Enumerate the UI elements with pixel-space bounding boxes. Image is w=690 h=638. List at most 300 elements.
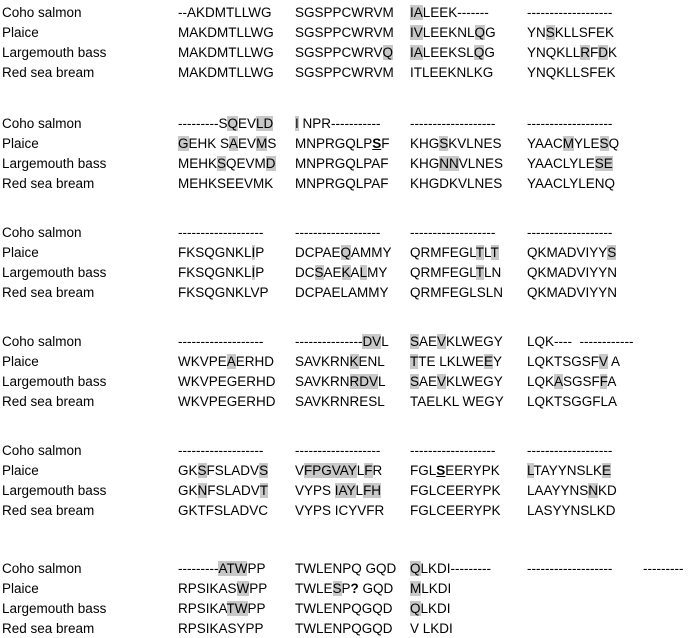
residue-text: LKDI---------	[420, 561, 491, 576]
residue-text: LQKTSGSF	[527, 354, 600, 369]
residue-text: TE LKLWE	[418, 354, 485, 369]
highlighted-residue: I	[251, 245, 256, 260]
sequence-segment	[178, 393, 276, 411]
sequence-segment	[410, 284, 503, 302]
residue-text: DC	[295, 265, 315, 280]
sequence-segment	[295, 620, 393, 638]
residue-text: QRMFEGL	[410, 245, 476, 260]
highlighted-residue: S	[410, 334, 420, 349]
residue-text: TWLENPQ GQD	[295, 561, 397, 576]
residue-text: KLLSFEK	[554, 25, 615, 40]
highlighted-residue: Q	[410, 561, 421, 576]
sequence-segment	[410, 600, 451, 618]
sequence-segment	[295, 244, 392, 262]
species-label: Coho salmon	[2, 443, 82, 458]
sequence-segment	[295, 155, 389, 173]
residue-text: -------------------	[527, 225, 613, 240]
residue-text: MEHK	[178, 156, 218, 171]
sequence-segment	[527, 373, 616, 391]
sequence-segment	[527, 24, 614, 42]
residue-text: VYPS	[295, 483, 335, 498]
sequence-segment	[295, 560, 396, 578]
sequence-segment	[178, 284, 269, 302]
residue-text: LASYYNSLKD	[527, 503, 616, 518]
species-label: Largemouth bass	[2, 156, 107, 171]
sequence-segment	[178, 462, 268, 480]
residue-text: LQKTSGGFLA	[527, 394, 618, 409]
residue-text: LQK	[527, 374, 555, 389]
highlighted-residue: S	[410, 374, 420, 389]
residue-text: FGLCEERYPK	[410, 503, 501, 518]
residue-text: FGL	[410, 463, 437, 478]
residue-text: -------------------	[295, 443, 381, 458]
highlighted-residue: Q	[474, 25, 486, 40]
sequence-segment	[295, 115, 380, 133]
residue-text: QKMADVIYYN	[527, 285, 618, 300]
highlighted-residue: ATW	[218, 561, 248, 576]
species-label: Largemouth bass	[2, 265, 107, 280]
highlighted-residue: RDV	[349, 374, 379, 389]
highlighted-residue: S	[599, 136, 609, 151]
sequence-segment	[295, 333, 389, 351]
species-label: Red sea bream	[2, 503, 95, 518]
residue-text: F	[381, 136, 390, 151]
sequence-segment	[410, 482, 501, 500]
sequence-segment	[178, 482, 268, 500]
sequence-segment	[527, 264, 617, 282]
residue-text: WKVPE	[178, 354, 227, 369]
species-label: Plaice	[2, 463, 39, 478]
sequence-segment	[178, 115, 273, 133]
sequence-segment	[527, 224, 612, 242]
residue-text: MY	[367, 265, 388, 280]
sequence-segment	[178, 244, 264, 262]
residue-text: FSLADV	[206, 463, 260, 478]
residue-text: GKTFSLADVC	[178, 503, 269, 518]
residue-text: L	[484, 245, 491, 260]
highlighted-residue: LD	[256, 116, 274, 131]
residue-text: KHG	[410, 156, 440, 171]
species-label: Largemouth bass	[2, 374, 107, 389]
highlighted-residue: IAY	[334, 483, 356, 498]
sequence-segment	[527, 482, 617, 500]
residue-text: LKDI	[421, 581, 452, 596]
sequence-segment	[527, 115, 612, 133]
highlighted-residue: DV	[362, 334, 382, 349]
residue-text: EV	[237, 116, 256, 131]
highlighted-residue: T	[475, 265, 485, 280]
sequence-segment	[178, 264, 264, 282]
residue-text: R	[372, 463, 383, 478]
sequence-segment	[527, 560, 612, 578]
sequence-segment	[410, 115, 495, 133]
highlighted-residue: S	[197, 463, 207, 478]
residue-text: AE	[323, 265, 342, 280]
residue-text: -------------------	[527, 443, 613, 458]
residue-text: QRMFEGLSLN	[410, 285, 504, 300]
sequence-segment	[295, 135, 390, 153]
highlighted-residue: TW	[226, 601, 248, 616]
highlighted-residue: Q	[473, 45, 485, 60]
sequence-segment	[410, 560, 491, 578]
highlighted-residue: IV	[410, 25, 423, 40]
highlighted-residue: N	[588, 483, 599, 498]
residue-text: LN	[484, 265, 502, 280]
residue-text: YAACLYLE	[527, 156, 595, 171]
highlighted-residue: K	[341, 265, 351, 280]
residue-text: P	[255, 265, 265, 280]
species-label: Red sea bream	[2, 621, 95, 636]
sequence-segment	[178, 175, 273, 193]
residue-text: DCPAE	[295, 245, 341, 260]
residue-text: QEVM	[226, 156, 266, 171]
residue-text: -------------------	[410, 116, 496, 131]
residue-text: F	[590, 45, 599, 60]
residue-text: GK	[178, 483, 198, 498]
sequence-segment	[410, 4, 489, 22]
highlighted-residue: M	[256, 136, 268, 151]
highlighted-residue: FPGVAY	[304, 463, 357, 478]
residue-text: LEEK-------	[422, 5, 489, 20]
highlighted-residue: L	[527, 463, 534, 478]
residue-text: Q	[608, 136, 620, 151]
residue-text: TAYYNSLK	[533, 463, 603, 478]
residue-text: ---------S	[178, 116, 228, 131]
residue-text: PP	[247, 601, 266, 616]
residue-text: -------------------	[527, 561, 613, 576]
residue-text: P	[341, 581, 351, 596]
residue-text: WKVPEGERHD	[178, 394, 276, 409]
residue-text: -------------------	[178, 225, 264, 240]
residue-text: L	[378, 374, 386, 389]
highlighted-residue: V	[437, 334, 447, 349]
residue-text: YAACLYLENQ	[527, 176, 616, 191]
highlighted-residue: G	[178, 136, 189, 151]
residue-text: SAVKRN	[295, 374, 350, 389]
residue-text: K	[608, 45, 618, 60]
sequence-segment	[527, 462, 611, 480]
highlighted-residue: A	[226, 354, 236, 369]
residue-text: QRMFEGL	[410, 265, 476, 280]
residue-text: FKSQGNKL	[178, 265, 252, 280]
highlighted-residue: K	[349, 354, 359, 369]
residue-text: SGSPPCWRVM	[295, 65, 394, 80]
residue-text: KHGDKVLNES	[410, 176, 503, 191]
highlighted-residue: Q	[382, 45, 394, 60]
sequence-segment	[295, 600, 393, 618]
sequence-segment	[178, 333, 263, 351]
sequence-segment	[410, 333, 503, 351]
residue-text: A	[607, 374, 617, 389]
sequence-segment	[410, 175, 502, 193]
sequence-segment	[410, 442, 495, 460]
residue-text: SGSPPCWRV	[295, 45, 383, 60]
sequence-segment	[295, 393, 385, 411]
sequence-segment	[295, 462, 382, 480]
residue-text: GQD	[358, 581, 394, 596]
highlighted-residue: NN	[439, 156, 459, 171]
species-label: Largemouth bass	[2, 45, 107, 60]
residue-text: TWLENPQGQD	[295, 601, 393, 616]
sequence-segment	[295, 373, 386, 391]
sequence-segment	[410, 155, 503, 173]
residue-text: --AKDMTLLWG	[178, 5, 272, 20]
species-label: Coho salmon	[2, 334, 82, 349]
residue-text: YAAC	[527, 136, 563, 151]
residue-text: -------------------	[410, 443, 496, 458]
sequence-segment	[410, 502, 501, 520]
residue-text: L	[355, 483, 364, 498]
residue-text: MNPRGQLPAF	[295, 176, 389, 191]
residue-text: KLWEGY	[446, 334, 503, 349]
residue-text: MAKDMTLLWG	[178, 45, 274, 60]
highlighted-residue: D	[598, 45, 609, 60]
residue-text: EHK S	[188, 136, 230, 151]
sequence-segment	[410, 353, 502, 371]
highlighted-residue: IA	[410, 5, 423, 20]
species-label: Plaice	[2, 136, 39, 151]
sequence-segment	[178, 560, 265, 578]
species-label: Red sea bream	[2, 176, 95, 191]
sequence-segment	[295, 580, 393, 598]
residue-text: SAVKRNRESL	[295, 394, 385, 409]
highlighted-residue: S	[545, 25, 555, 40]
species-label: Red sea bream	[2, 65, 95, 80]
species-label: Coho salmon	[2, 5, 82, 20]
sequence-segment	[178, 64, 274, 82]
residue-text: FSLADV	[207, 483, 260, 498]
species-label: Plaice	[2, 25, 39, 40]
highlighted-residue: T	[490, 245, 499, 260]
residue-text: MNPRGQLP	[295, 136, 373, 151]
residue-text: L	[381, 334, 389, 349]
residue-text: -------------------	[410, 225, 496, 240]
residue-text: P	[255, 245, 265, 260]
highlighted-residue: E	[484, 354, 494, 369]
highlighted-residue: S	[259, 463, 269, 478]
highlighted-residue: A	[554, 374, 564, 389]
highlighted-residue: FH	[363, 483, 382, 498]
sequence-segment	[295, 44, 393, 62]
sequence-segment	[410, 244, 499, 262]
residue-text: GK	[178, 463, 198, 478]
sequence-segment	[527, 353, 620, 371]
sequence-segment	[527, 502, 616, 520]
sequence-segment	[410, 462, 500, 480]
sequence-segment	[527, 64, 616, 82]
sequence-segment	[178, 600, 266, 618]
sequence-segment	[527, 44, 617, 62]
highlighted-residue: S	[332, 581, 342, 596]
species-label: Largemouth bass	[2, 601, 107, 616]
bold-residue: ?	[350, 581, 359, 596]
residue-text: LQK---- ------------	[527, 334, 634, 349]
sequence-segment	[178, 353, 274, 371]
highlighted-residue: Q	[227, 116, 238, 131]
residue-text: SGSF	[563, 374, 600, 389]
sequence-segment	[295, 353, 385, 371]
highlighted-residue: V	[437, 374, 447, 389]
sequence-segment	[410, 24, 496, 42]
highlighted-residue: I	[251, 265, 256, 280]
sequence-segment	[295, 224, 380, 242]
residue-text: NPR-----------	[298, 116, 381, 131]
residue-text: L	[356, 463, 365, 478]
sequence-segment	[178, 502, 268, 520]
highlighted-residue: W	[236, 581, 250, 596]
sequence-segment	[410, 393, 504, 411]
highlighted-residue: V	[599, 354, 609, 369]
residue-text: DCPAELAMMY	[295, 285, 389, 300]
sequence-segment	[410, 64, 493, 82]
sequence-segment	[527, 135, 619, 153]
residue-text: S	[267, 136, 277, 151]
residue-text: V	[295, 463, 305, 478]
residue-text: MNPRGQLPAF	[295, 156, 389, 171]
species-label: Plaice	[2, 354, 39, 369]
residue-text: A	[350, 265, 360, 280]
residue-text: YN	[527, 25, 546, 40]
residue-text: TWLENPQGQD	[295, 621, 393, 636]
residue-text: Y	[493, 354, 503, 369]
highlighted-residue: N	[197, 483, 208, 498]
residue-text: V LKDI	[410, 621, 453, 636]
residue-text: SGSPPCWRVM	[295, 5, 394, 20]
residue-text: PP	[249, 581, 268, 596]
residue-text: MAKDMTLLWG	[178, 65, 274, 80]
residue-text: AE	[419, 334, 438, 349]
residue-text: YNQKLLSFEK	[527, 65, 616, 80]
residue-text: ITLEEKNLKG	[410, 65, 494, 80]
highlighted-residue: T	[259, 483, 269, 498]
highlighted-residue: S	[314, 265, 324, 280]
species-label: Coho salmon	[2, 225, 82, 240]
sequence-segment	[295, 64, 394, 82]
sequence-segment	[178, 442, 263, 460]
sequence-segment	[295, 264, 387, 282]
residue-text: QKMADVIYYN	[527, 265, 618, 280]
residue-text: -------------------	[178, 334, 264, 349]
residue-text: G	[484, 45, 495, 60]
residue-text: AE	[419, 374, 438, 389]
residue-text: WKVPEGERHD	[178, 374, 276, 389]
highlighted-residue: F	[599, 374, 608, 389]
sequence-segment	[410, 44, 495, 62]
sequence-segment	[527, 4, 612, 22]
highlighted-residue: T	[475, 245, 485, 260]
species-label: Largemouth bass	[2, 483, 107, 498]
residue-text: LEEKNL	[422, 25, 475, 40]
residue-text: VYPS ICYVFR	[295, 503, 385, 518]
sequence-segment	[295, 284, 389, 302]
highlighted-residue: IA	[410, 45, 423, 60]
highlighted-residue: M	[562, 136, 575, 151]
sequence-segment	[178, 224, 263, 242]
highlighted-residue: L	[359, 265, 368, 280]
species-label: Coho salmon	[2, 561, 82, 576]
highlighted-residue: M	[410, 581, 422, 596]
residue-text: FGLCEERYPK	[410, 483, 501, 498]
residue-text: LAAYYNS	[527, 483, 589, 498]
sequence-segment	[410, 620, 453, 638]
sequence-segment	[527, 442, 612, 460]
sequence-segment	[178, 373, 276, 391]
sequence-segment	[295, 442, 380, 460]
sequence-segment	[527, 244, 616, 262]
residue-text: -------------------	[527, 5, 613, 20]
residue-text: YNQKLL	[527, 45, 581, 60]
residue-text: PP	[247, 561, 266, 576]
residue-text: YLE	[574, 136, 600, 151]
sequence-segment	[295, 24, 394, 42]
highlighted-residue: A	[229, 136, 239, 151]
sequence-segment	[527, 284, 617, 302]
sequence-segment	[527, 155, 613, 173]
residue-text: FKSQGNKLVP	[178, 285, 269, 300]
sequence-segment	[178, 580, 267, 598]
sequence-segment	[178, 44, 274, 62]
sequence-segment	[410, 373, 503, 391]
residue-text: LKDI	[420, 601, 451, 616]
sequence-segment	[178, 155, 276, 173]
residue-text: AMMY	[351, 245, 392, 260]
residue-text: KHG	[410, 136, 440, 151]
residue-text: -------------------	[178, 443, 264, 458]
highlighted-residue: Q	[340, 245, 352, 260]
sequence-segment	[178, 4, 272, 22]
underlined-residue: S	[372, 136, 382, 151]
highlighted-residue: SE	[594, 156, 613, 171]
residue-text: LEEKSL	[422, 45, 474, 60]
residue-text: -------------------	[295, 225, 381, 240]
residue-text: MAKDMTLLWG	[178, 25, 274, 40]
residue-text: EV	[238, 136, 257, 151]
sequence-segment	[643, 560, 683, 578]
sequence-segment	[410, 224, 495, 242]
residue-text: KLWEGY	[446, 374, 503, 389]
residue-text: FKSQGNKL	[178, 245, 252, 260]
underlined-residue: S	[436, 463, 446, 478]
residue-text: TAELKL WEGY	[410, 394, 504, 409]
residue-text: -------------------	[527, 116, 613, 131]
highlighted-residue: I	[295, 116, 299, 131]
highlighted-residue: D	[265, 156, 276, 171]
residue-text: ENL	[358, 354, 385, 369]
species-label: Coho salmon	[2, 116, 82, 131]
sequence-segment	[527, 175, 615, 193]
highlighted-residue: S	[439, 136, 449, 151]
residue-text: MEHKSEEVMK	[178, 176, 274, 191]
highlighted-residue: S	[607, 245, 617, 260]
residue-text: TWLE	[295, 581, 333, 596]
residue-text: RPSIKAS	[178, 581, 237, 596]
highlighted-residue: F	[364, 463, 373, 478]
sequence-segment	[410, 264, 501, 282]
residue-text: ---------------	[295, 334, 363, 349]
species-label: Red sea bream	[2, 394, 95, 409]
residue-text: SAVKRN	[295, 354, 350, 369]
sequence-segment	[178, 135, 276, 153]
species-label: Red sea bream	[2, 285, 95, 300]
residue-text: QKMADVIYY	[527, 245, 608, 260]
sequence-segment	[295, 4, 394, 22]
residue-text: ---------	[178, 561, 219, 576]
residue-text: A	[608, 354, 621, 369]
sequence-segment	[295, 175, 389, 193]
residue-text: G	[485, 25, 496, 40]
sequence-segment	[527, 333, 633, 351]
residue-text: EERYPK	[445, 463, 500, 478]
